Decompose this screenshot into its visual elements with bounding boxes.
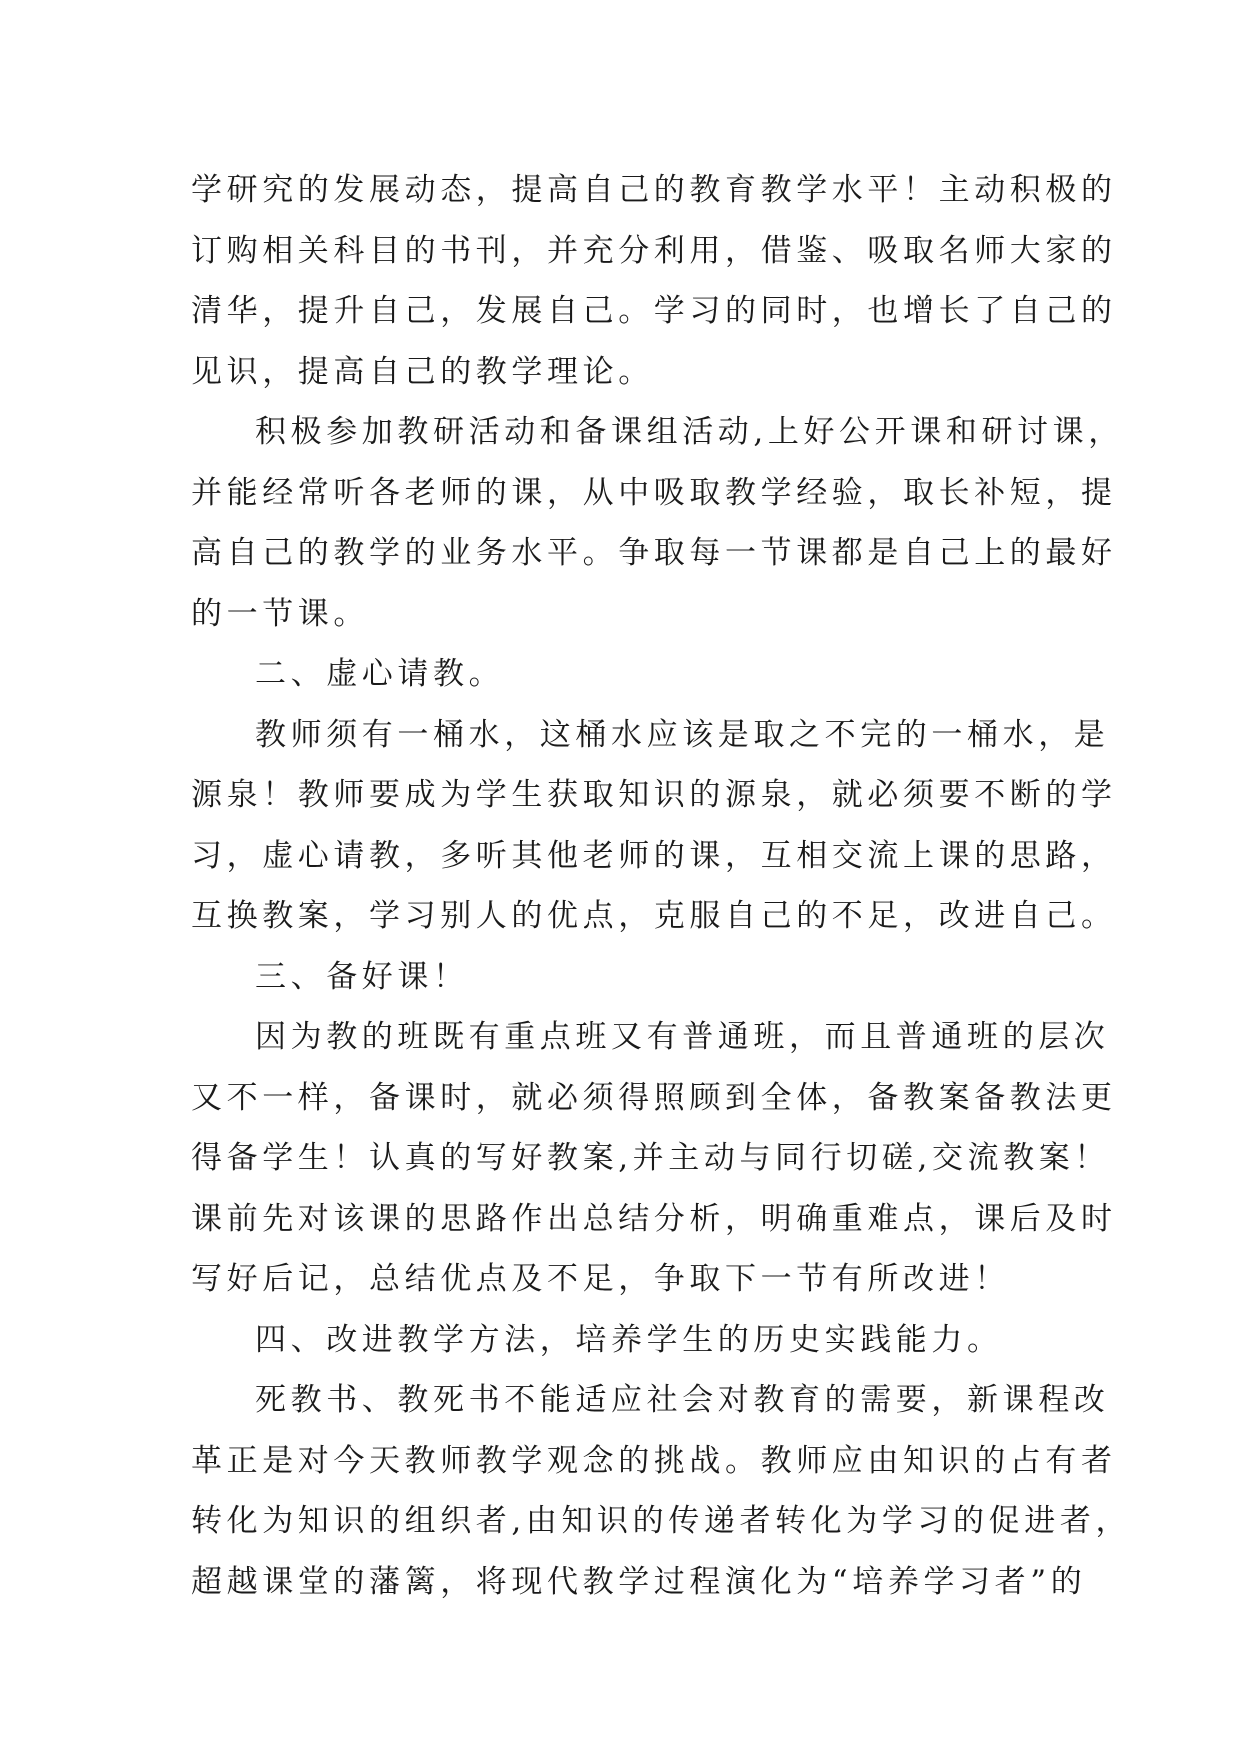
- text-line-10: 教师须有一桶水，这桶水应该是取之不完的一桶水，是: [255, 716, 1110, 753]
- section-heading-2: 二、虚心请教。: [255, 656, 505, 692]
- text-line-8: 的一节课。: [191, 595, 369, 632]
- text-line-5: 积极参加教研活动和备课组活动,上好公开课和研讨课，: [255, 414, 1124, 450]
- text-line-11: 源泉！教师要成为学生获取知识的源泉，就必须要不断的学: [191, 777, 1117, 813]
- text-line-13: 互换教案，学习别人的优点，克服自己的不足，改进自己。: [191, 898, 1117, 934]
- text-line-3: 清华，提升自己，发展自己。学习的同时，也增长了自己的: [191, 293, 1117, 329]
- text-line-1: 学研究的发展动态，提高自己的教育教学水平！主动积极的: [191, 172, 1117, 208]
- text-line-15: 因为教的班既有重点班又有普通班，而且普通班的层次: [255, 1019, 1110, 1055]
- text-line-7: 高自己的教学的业务水平。争取每一节课都是自己上的最好: [191, 535, 1117, 571]
- text-line-24: 超越课堂的藩篱，将现代教学过程演化为“培养学习者”的: [191, 1563, 1087, 1600]
- text-line-12: 习，虚心请教，多听其他老师的课，互相交流上课的思路，: [191, 837, 1117, 874]
- text-line-21: 死教书、教死书不能适应社会对教育的需要，新课程改: [255, 1382, 1110, 1418]
- text-line-16: 又不一样，备课时，就必须得照顾到全体，备教案备教法更: [191, 1079, 1117, 1116]
- text-line-2: 订购相关科目的书刊，并充分利用，借鉴、吸取名师大家的: [191, 232, 1117, 269]
- document-body: [191, 160, 1132, 1612]
- text-line-17: 得备学生！认真的写好教案,并主动与同行切磋,交流教案！: [191, 1140, 1110, 1176]
- text-line-22: 革正是对今天教师教学观念的挑战。教师应由知识的占有者: [191, 1442, 1117, 1479]
- text-line-6: 并能经常听各老师的课，从中吸取教学经验，取长补短，提: [191, 474, 1117, 511]
- section-heading-4: 四、改进教学方法，培养学生的历史实践能力。: [255, 1321, 1003, 1358]
- text-line-18: 课前先对该课的思路作出总结分析，明确重难点，课后及时: [191, 1200, 1117, 1237]
- text-line-23: 转化为知识的组织者,由知识的传递者转化为学习的促进者，: [191, 1503, 1132, 1539]
- section-heading-3: 三、备好课！: [255, 958, 469, 995]
- text-line-4: 见识，提高自己的教学理论。: [191, 353, 654, 390]
- text-line-19: 写好后记，总结优点及不足，争取下一节有所改进！: [191, 1261, 1010, 1297]
